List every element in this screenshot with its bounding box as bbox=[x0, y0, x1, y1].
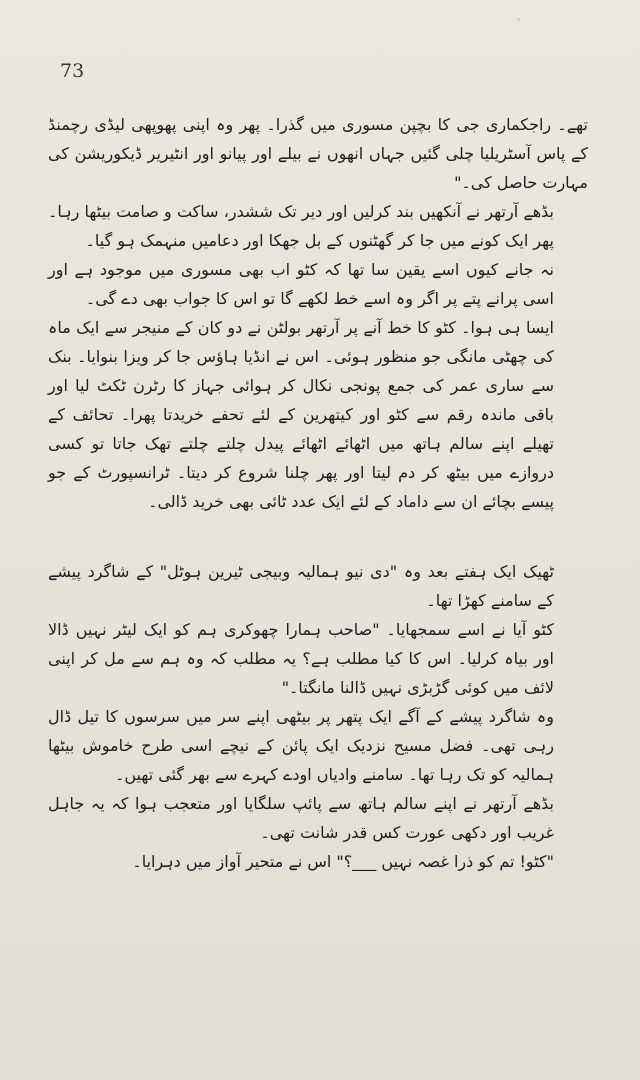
paragraph: بڈھے آرتھر نے اپنے سالم ہاتھ سے پائپ سلگایا اور متعجب ہوا کہ یہ جاہل غریب اور دکھی عورت کس قدر شانت تھی۔ bbox=[48, 794, 554, 842]
page-number: 73 bbox=[60, 60, 85, 82]
paragraph: وہ شاگرد پیشے کے آگے ایک پتھر پر بیٹھی اپنے سر میں سرسوں کا تیل ڈال رہی تھی۔ فضل مسیح نزدیک ایک پائن کے نیچے اسی طرح خاموش بیٹھا ہمالیہ کو تک رہا تھا۔ سامنے وادیاں اودے کہرے سے بھر گئی تھیں۔ bbox=[48, 707, 554, 784]
paragraph: بڈھے آرتھر نے آنکھیں بند کرلیں اور دیر تک ششدر، ساکت و صامت بیٹھا رہا۔ پھر ایک کونے میں جا کر گھٹنوں کے بل جھکا اور دعامیں منہمک ہو گیا۔ bbox=[48, 202, 554, 250]
paragraph: ٹھیک ایک ہفتے بعد وہ "دی نیو ہمالیہ وبیجی ٹیرین ہوٹل" کے شاگرد پیشے کے سامنے کھڑا تھا۔ bbox=[48, 562, 554, 610]
paragraph: "کٹو! تم کو ذرا غصہ نہیں ___؟" اس نے متحیر آواز میں دہرایا۔ bbox=[132, 852, 554, 871]
paragraph: نہ جانے کیوں اسے یقین سا تھا کہ کٹو اب بھی مسوری میں موجود ہے اور اسی پرانے پتے پر اگر وہ اسے خط لکھے گا تو اس کا جواب بھی دے گی۔ bbox=[48, 260, 554, 308]
paragraph: تھے۔ راجکماری جی کا بچپن مسوری میں گذرا۔ پھر وہ اپنی پھوپھی لیڈی رچمنڈ کے پاس آسٹریلیا چلی گئیں جہاں انھوں نے بیلے اور پیانو اور انٹیریر ڈیکوریشن کی مہارت حاصل کی۔" bbox=[48, 115, 588, 192]
paragraph: ایسا ہی ہوا۔ کٹو کا خط آنے پر آرتھر بولٹن نے دو کان کے منیجر سے ایک ماہ کی چھٹی مانگی جو منظور ہوئی۔ اس نے انڈیا ہاؤس جا کر ویزا بنوایا۔ بنک سے ساری عمر کی جمع پونجی نکال کر ہوائی جہاز کا رٹرن ٹکٹ لیا اور باقی ماندہ رقم سے کٹو اور کیتھرین کے لئے تحفے خریدتا پھرا۔ تحائف کے تھیلے اپنے سالم ہاتھ میں اٹھائے اٹھائے پیدل چلتے چلتے تھک جاتا تو کسی دروازے میں بیٹھ کر دم لیتا اور پھر چلنا شروع کر دیتا۔ ٹرانسپورٹ کے جو پیسے بچائے ان سے داماد کے لئے ایک عدد ٹائی بھی خرید ڈالی۔ bbox=[48, 318, 554, 511]
body-text bbox=[48, 110, 588, 876]
paragraph: کٹو آیا نے اسے سمجھایا۔ "صاحب ہمارا چھوکری ہم کو ایک لیٹر نہیں ڈالا اور بیاہ کرلیا۔ اس کا کیا مطلب ہے؟ یہ مطلب کہ وہ ہم سے مل کر اپنی لائف میں کوئی گڑبڑی نہیں ڈالنا مانگتا۔" bbox=[48, 620, 554, 697]
section-break bbox=[48, 516, 588, 557]
paper-speck bbox=[517, 18, 520, 21]
